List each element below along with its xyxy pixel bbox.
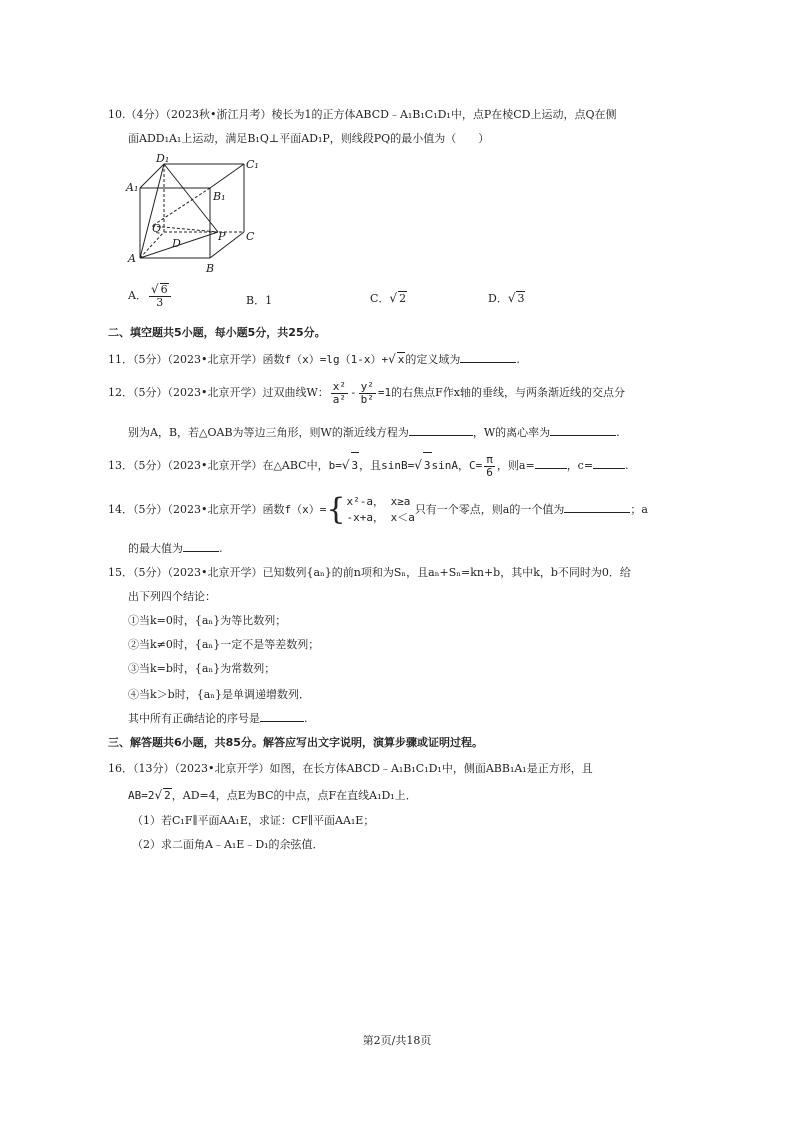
q13: 13．（5分）（2023•北京开学）在△ABC中，b=√ 3，且sinB=√ 3sinA，C= $\frac{\pi}{6}$ ，则a= ，c= . [108,452,629,479]
q10-option-b: B．1 [246,294,273,307]
q10-option-a [128,283,173,309]
option-c-label: C． [370,292,390,305]
q14-line1 [108,494,648,526]
q11-prefix: 11．（5分）（2023•北京开学）函数 [108,353,285,366]
q14-case2: -x+a， x＜a [346,511,415,524]
q11-end: . [516,353,520,366]
q12-line2 [128,426,620,440]
q12-prefix: 12．（5分）（2023•北京开学）过双曲线W： [108,386,329,399]
q15-item-1: ①当k=0时，{aₙ}为等比数列； [128,614,287,627]
q13-blank-a[interactable] [535,468,567,469]
q11: 11．（5分）（2023•北京开学）函数f（x）=lg（1-x）+√ x的定义域为 . [108,352,520,366]
q12-frac-x-den: a² [332,392,347,406]
q16-ad: ，AD=4， [171,789,227,802]
q14-blank-value[interactable] [564,512,630,513]
label-d1: D₁ [156,152,170,165]
q13-tail-a: ，则a= [496,459,535,472]
q12-frac-y-num: y² [360,379,374,393]
q12-line2-end: . [616,426,620,439]
q14-blank-max[interactable] [183,551,219,552]
label-b: B [206,262,215,275]
q15-last-end: . [304,712,308,725]
q10-option-d: D．√ 3 [488,291,525,305]
label-p: P [218,230,226,243]
q16-ab-radicand: 2 [164,789,171,802]
option-a-fraction: $\frac{√ 6}{3}$ [149,283,171,309]
q14-brace: { [326,492,346,527]
q13-blank-c[interactable] [593,468,625,469]
q14-line2 [128,542,223,556]
q12-eq: =1 [377,386,392,399]
label-a1: A₁ [126,181,139,194]
q12-frac-y-den: b² [360,392,374,406]
q12-line1 [108,380,625,406]
q15-last-text: 其中所有正确结论的序号是 [128,712,260,725]
q13-b-radicand: 3 [351,452,360,479]
q12-blank-eccentricity[interactable] [550,435,616,436]
q13-sina: sinA， [431,459,470,472]
option-a-denominator: 3 [156,296,164,309]
page-footer: 第2页/共18页 [362,1034,432,1047]
q12-suffix: 的右焦点F作x轴的垂线，与两条渐近线的交点分 [391,386,626,399]
option-d-label: D． [488,292,508,305]
q13-c-den: 6 [486,465,493,479]
q14-line2-text: 的最大值为 [128,542,183,555]
q12-line2-a: 别为A，B，若△OAB为等边三角形，则W的渐近线方程为 [128,426,409,439]
label-q: Q [152,222,162,235]
q12-frac-x-num: x² [332,379,347,393]
cube-figure [122,152,272,278]
q13-prefix: 13．（5分）（2023•北京开学）在△ABC中， [108,459,329,472]
option-c-radicand: 2 [399,292,407,305]
q11-answer-blank[interactable] [460,362,516,363]
q11-expr: f（x）=lg（1-x）+ [284,353,389,366]
cube-diagram [122,152,272,278]
q16-line2: AB=2√ 2，AD=4，点E为BC的中点，点F在直线A₁D₁上． [128,788,417,802]
q12-frac-x [331,381,348,406]
section-3-heading: 三、解答题共6小题，共85分。解答应写出文字说明，演算步骤或证明过程。 [108,736,483,749]
q11-suffix: 的定义域为 [405,353,461,366]
label-c: C [246,230,255,243]
label-b1: B₁ [213,190,226,203]
q14-suffix2: ；a [630,503,648,516]
q15-last-line [128,712,308,726]
q16-part1: （1）若C₁F∥平面AA₁E，求证：CF∥平面AA₁E； [132,814,375,827]
label-a: A [128,252,136,265]
q10-line1: 10.（4分）（2023秋•浙江月考）棱长为1的正方体ABCD﹣A₁B₁C₁D₁中，点P在棱CD上运动，点Q在侧 [108,108,617,121]
q16-line2-rest: 点E为BC的中点，点F在直线A₁D₁上． [226,789,417,802]
q13-c-frac [484,454,495,479]
q11-radicand: x [397,353,405,366]
label-d: D [172,237,181,250]
section-2-heading: 二、填空题共5小题，每小题5分，共25分。 [108,326,326,339]
q12-frac-y [359,381,376,406]
option-d-radicand: 3 [517,292,525,305]
q13-c-num: π [486,452,493,466]
q12-blank-asymptote[interactable] [409,435,473,436]
q14-case1: x²-a， x≥a [346,495,411,508]
q15-line1: 15．（5分）（2023•北京开学）已知数列{aₙ}的前n项和为Sₙ，且aₙ+Sₙ=kn+b，其中k，b不同时为0．给 [108,566,631,579]
q13-sinb: sinB= [381,459,415,472]
q15-item-4: ④当k＞b时，{aₙ}是单调递增数列． [128,688,311,701]
q14-line2-end: . [219,542,223,555]
q15-item-3: ③当k=b时，{aₙ}为常数列； [128,662,276,675]
q13-tail-c: ，c= [566,459,594,472]
q14-cases [346,494,414,526]
q13-mid: ，且 [359,459,382,472]
q10-line2: 面ADD₁A₁上运动，满足B₁Q⊥平面AD₁P，则线段PQ的最小值为（ ） [128,132,490,145]
q14-prefix: 14．（5分）（2023•北京开学）函数 [108,503,285,516]
q13-b-eq: b= [328,459,342,472]
q15-line2: 出下列四个结论： [128,590,216,603]
q14-fx: f（x）= [284,503,327,516]
q16-ab: AB=2 [128,789,155,802]
q14-suffix: 只有一个零点，则a的一个值为 [414,503,565,516]
q13-c-eq: C= [469,459,483,472]
q12-line2-b: ，W的离心率为 [472,426,551,439]
q16-part2: （2）求二面角A﹣A₁E﹣D₁的余弦值． [132,838,324,851]
q15-answer-blank[interactable] [260,721,304,722]
q12-minus: - [350,386,357,399]
label-c1: C₁ [246,158,259,171]
q15-item-2: ②当k≠0时，{aₙ}一定不是等差数列； [128,638,320,651]
option-a-label: A． [128,289,147,302]
q13-sina-radicand: 3 [423,452,432,479]
q10-option-c: C．√ 2 [370,291,407,305]
option-a-radicand: 6 [160,283,168,296]
q16-line1: 16．（13分）（2023•北京开学）如图，在长方体ABCD﹣A₁B₁C₁D₁中，侧面ABB₁A₁是正方形，且 [108,762,593,775]
q13-end: . [625,459,629,472]
